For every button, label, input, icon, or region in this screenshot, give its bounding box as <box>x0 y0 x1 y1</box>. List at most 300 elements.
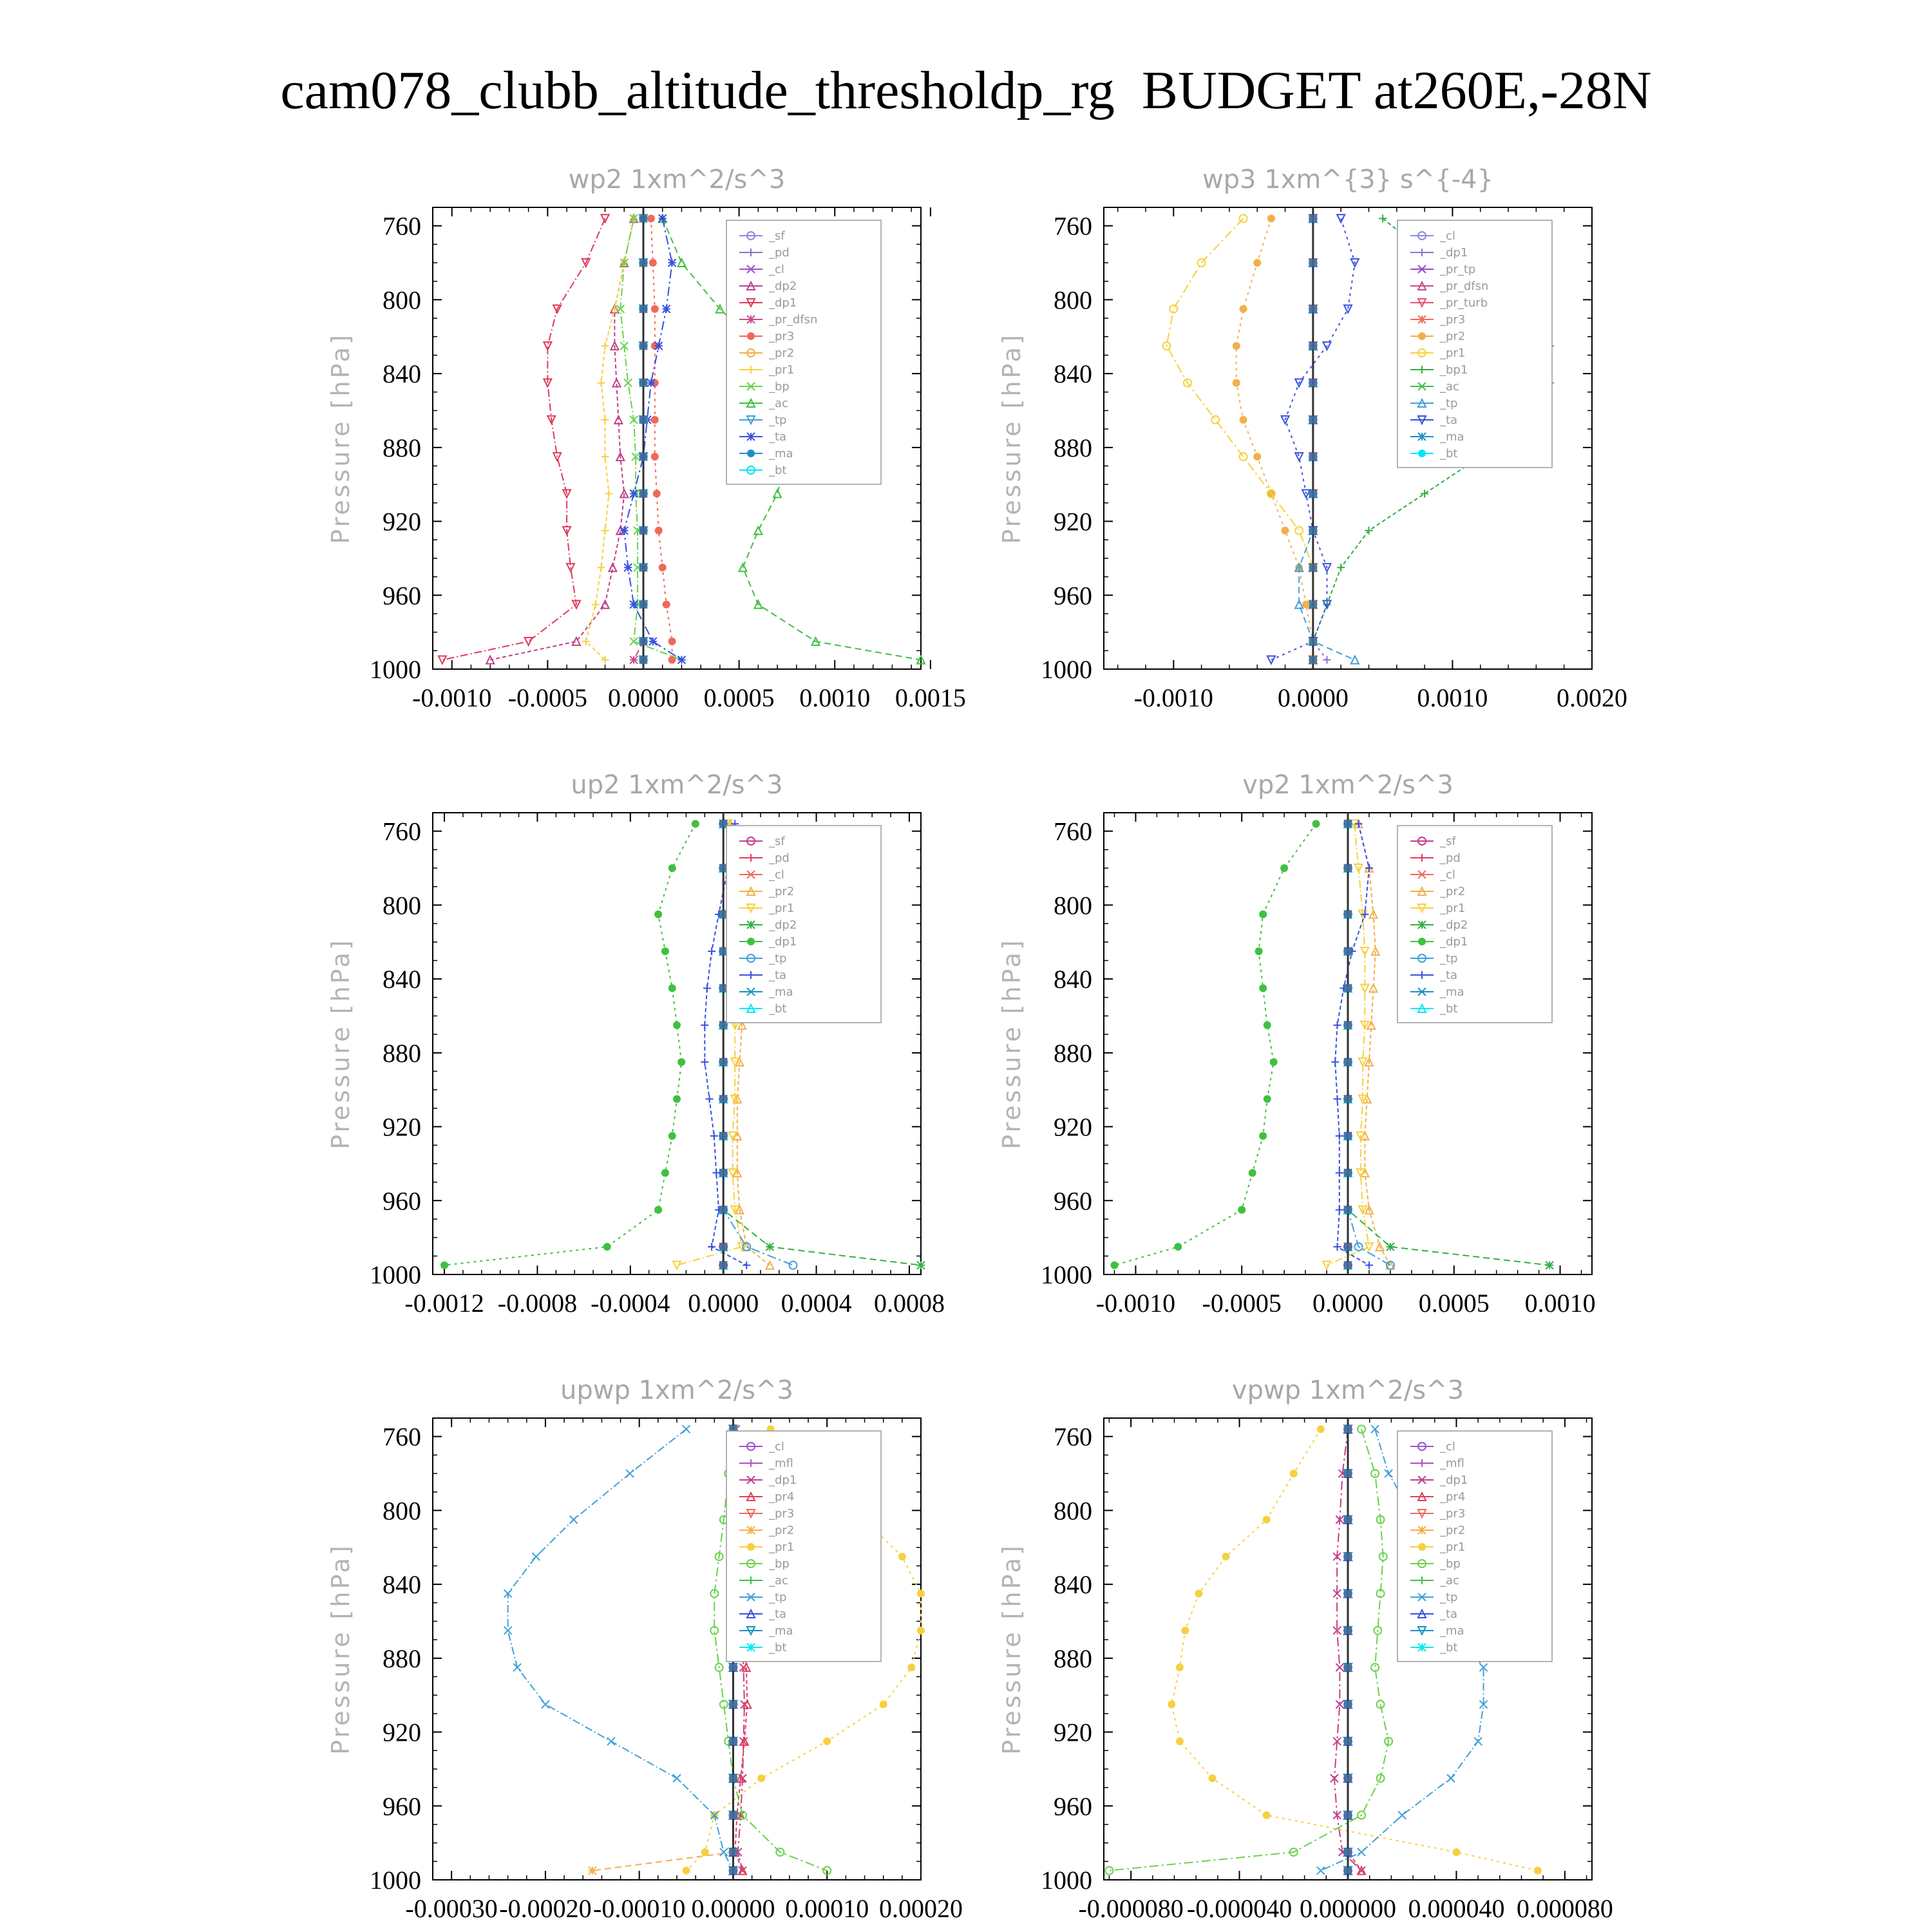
x-tick-label: -0.00030 <box>405 1894 498 1923</box>
data-point <box>701 1058 708 1066</box>
bt-marker <box>639 379 647 386</box>
data-point <box>1387 1243 1394 1251</box>
series-ta <box>620 214 685 663</box>
data-point <box>898 1553 906 1560</box>
data-point <box>1295 527 1303 535</box>
data-point <box>1421 490 1428 498</box>
y-tick-label: 960 <box>383 1186 421 1216</box>
data-point <box>653 490 661 498</box>
bt-marker <box>719 1095 727 1103</box>
bt-marker <box>1309 214 1317 222</box>
data-point <box>651 305 659 313</box>
data-point <box>659 564 667 571</box>
y-axis-label: Pressure [hPa] <box>327 938 355 1150</box>
legend-entry: _dp2 <box>1440 918 1468 932</box>
x-tick-label: 0.000040 <box>1408 1894 1505 1923</box>
bt-marker <box>639 305 647 313</box>
bt-marker <box>1344 1738 1352 1745</box>
data-point <box>601 527 609 535</box>
bt-marker <box>1344 1058 1352 1066</box>
y-axis-label: Pressure [hPa] <box>998 938 1026 1150</box>
data-point <box>1253 453 1261 460</box>
legend-entry: _pr1 <box>769 1540 795 1554</box>
legend-entry: _sf <box>769 229 785 243</box>
data-point <box>626 1470 634 1477</box>
data-point <box>1447 1774 1455 1782</box>
bt-marker <box>639 490 647 498</box>
y-tick-label: 760 <box>383 817 421 846</box>
data-point <box>1385 1470 1392 1477</box>
legend <box>726 1431 881 1662</box>
data-point <box>701 1848 709 1856</box>
legend-entry: _ac <box>769 1574 788 1587</box>
x-tick-label: 0.0000 <box>1312 1289 1383 1318</box>
series-dp1 <box>440 820 699 1269</box>
y-tick-label: 1000 <box>370 1260 421 1289</box>
x-tick-label: -0.000080 <box>1078 1894 1184 1923</box>
legend-entry: _ta <box>769 969 787 982</box>
data-point <box>630 638 638 645</box>
series-pr1 <box>582 214 638 663</box>
series-line <box>592 1429 734 1870</box>
data-point <box>649 638 657 645</box>
bt-marker <box>1344 1553 1352 1560</box>
y-tick-label: 840 <box>1054 965 1092 994</box>
legend-marker <box>747 938 755 945</box>
data-point <box>677 1058 685 1066</box>
y-tick-label: 840 <box>1054 359 1092 389</box>
bt-marker <box>1344 1169 1352 1177</box>
x-tick-label: 0.0010 <box>1524 1289 1596 1318</box>
data-point <box>1240 453 1247 460</box>
legend-entry: _cl <box>769 263 784 276</box>
series-line <box>1358 824 1390 1265</box>
legend-entry: _pr3 <box>1440 313 1466 327</box>
x-tick-label: 0.0005 <box>1418 1289 1490 1318</box>
data-point <box>1334 1243 1341 1251</box>
data-point <box>701 1021 708 1029</box>
chart-title: upwp 1xm^2/s^3 <box>560 1376 793 1405</box>
data-point <box>754 527 762 535</box>
data-point <box>1259 984 1267 992</box>
legend-entry: _pr4 <box>769 1490 795 1504</box>
legend-entry: _pd <box>769 246 790 260</box>
x-tick-label: -0.0008 <box>497 1289 578 1318</box>
legend-entry: _pr2 <box>1440 330 1466 343</box>
data-point <box>654 911 662 918</box>
data-point <box>651 453 659 460</box>
bt-marker <box>1344 1021 1352 1029</box>
bt-marker <box>1309 490 1317 498</box>
bt-marker <box>1309 379 1317 386</box>
series-pr2 <box>1233 214 1317 663</box>
y-tick-label: 880 <box>383 433 421 462</box>
data-point <box>624 564 632 571</box>
series-tp <box>504 1425 737 1874</box>
data-point <box>601 453 609 460</box>
chart-title: wp2 1xm^2/s^3 <box>568 165 786 194</box>
legend-entry: _dp1 <box>769 296 797 310</box>
data-point <box>630 490 638 498</box>
legend <box>726 826 881 1023</box>
x-tick-label: 0.0000 <box>607 683 679 712</box>
legend-entry: _ta <box>1440 1607 1458 1621</box>
series-dp1 <box>439 214 609 663</box>
data-point <box>708 947 715 955</box>
data-point <box>668 984 676 992</box>
data-point <box>603 1243 611 1251</box>
x-tick-label: 0.000000 <box>1300 1894 1396 1923</box>
series-line <box>1109 1429 1388 1870</box>
series-bp <box>1105 1425 1392 1874</box>
y-tick-label: 960 <box>383 581 421 611</box>
bt-marker <box>719 1206 727 1214</box>
legend-marker <box>1418 1643 1426 1651</box>
data-point <box>544 342 551 350</box>
bt-marker <box>1344 1243 1352 1251</box>
data-point <box>1208 1774 1216 1782</box>
data-point <box>773 490 781 498</box>
legend-entry: _tp <box>1440 1591 1458 1604</box>
data-point <box>655 527 663 535</box>
data-point <box>668 864 676 872</box>
bt-marker <box>1344 984 1352 992</box>
data-point <box>440 1262 448 1269</box>
legend-entry: _dp1 <box>1440 1473 1468 1487</box>
legend-entry: _pr3 <box>769 330 795 343</box>
bt-marker <box>639 342 647 350</box>
y-tick-label: 1000 <box>1041 655 1092 684</box>
legend-entry: _pr4 <box>1440 1490 1466 1504</box>
legend-marker <box>1418 332 1426 340</box>
x-tick-label: 0.00020 <box>879 1894 963 1923</box>
legend-entry: _pd <box>769 851 790 865</box>
x-tick-label: 0.0000 <box>1277 683 1349 712</box>
data-point <box>439 656 446 664</box>
x-tick-label: -0.000040 <box>1186 1894 1293 1923</box>
legend-entry: _ma <box>1440 985 1464 999</box>
y-axis-label: Pressure [hPa] <box>998 1543 1026 1755</box>
legend-entry: _pr2 <box>769 1524 795 1537</box>
data-point <box>647 379 655 386</box>
legend-entry: _ac <box>1440 380 1459 393</box>
legend-entry: _pr3 <box>1440 1507 1466 1520</box>
legend <box>1397 220 1552 468</box>
series-line <box>651 218 672 659</box>
series-line <box>1236 218 1313 659</box>
legend-entry: _dp2 <box>769 918 797 932</box>
legend <box>1397 826 1552 1023</box>
x-tick-label: 0.0015 <box>895 683 966 712</box>
legend <box>1397 1431 1552 1662</box>
y-axis-label: Pressure [hPa] <box>998 332 1026 544</box>
y-tick-label: 880 <box>1054 1038 1092 1068</box>
chart-title: up2 1xm^2/s^3 <box>571 770 783 800</box>
bt-marker <box>719 1243 727 1251</box>
legend-marker <box>747 1543 755 1551</box>
y-tick-label: 920 <box>1054 1112 1092 1142</box>
bt-marker <box>1309 416 1317 424</box>
x-tick-label: 0.0004 <box>781 1289 852 1318</box>
data-point <box>1295 601 1303 609</box>
legend-entry: _bt <box>769 1641 787 1654</box>
data-point <box>1211 416 1219 424</box>
chart-panel-5 <box>327 1376 963 1923</box>
y-tick-label: 960 <box>1054 1186 1092 1216</box>
data-point <box>1312 820 1320 828</box>
x-tick-label: 0.0010 <box>1417 683 1488 712</box>
data-point <box>661 947 669 955</box>
y-tick-label: 960 <box>1054 1792 1092 1821</box>
data-point <box>1181 1627 1189 1634</box>
x-tick-label: -0.0010 <box>412 683 492 712</box>
data-point <box>668 638 676 645</box>
legend-entry: _cl <box>769 1440 784 1454</box>
data-point <box>1351 656 1359 664</box>
page-title: cam078_clubb_altitude_thresholdp_rg BUDGET at260E,-28N <box>280 61 1652 120</box>
y-tick-label: 840 <box>383 359 421 389</box>
x-tick-label: 0.0010 <box>799 683 871 712</box>
chart-title: wp3 1xm^{3} s^{-4} <box>1202 165 1494 194</box>
series-ta <box>1331 820 1373 1269</box>
data-point <box>1263 1812 1271 1819</box>
bt-marker <box>1344 1867 1352 1875</box>
data-point <box>1176 1663 1184 1671</box>
y-tick-label: 760 <box>1054 1422 1092 1452</box>
data-point <box>654 1206 662 1214</box>
series-line <box>508 1429 734 1870</box>
data-point <box>1334 1021 1341 1029</box>
legend-entry: _ta <box>1440 969 1458 982</box>
bt-marker <box>1344 1516 1352 1524</box>
legend-marker <box>747 1643 755 1651</box>
bt-marker <box>1309 342 1317 350</box>
data-point <box>592 601 600 609</box>
x-tick-label: 0.0000 <box>688 1289 759 1318</box>
data-point <box>513 1663 521 1671</box>
legend-entry: _ac <box>1440 1574 1459 1587</box>
bt-marker <box>639 259 647 267</box>
bt-marker <box>729 1663 737 1671</box>
data-point <box>1336 1663 1343 1671</box>
legend-box <box>1397 220 1552 468</box>
x-tick-label: -0.0004 <box>591 1289 670 1318</box>
legend-entry: _pr1 <box>1440 1540 1466 1554</box>
legend-marker <box>1418 316 1426 323</box>
legend-entry: _bp1 <box>1440 363 1468 377</box>
bt-marker <box>1344 1095 1352 1103</box>
data-point <box>1317 1867 1325 1875</box>
y-tick-label: 840 <box>1054 1570 1092 1600</box>
legend-marker <box>1418 1543 1426 1551</box>
data-point <box>1105 1867 1113 1875</box>
y-tick-label: 840 <box>383 1570 421 1600</box>
data-point <box>1174 1243 1182 1251</box>
data-point <box>1331 1058 1339 1066</box>
data-point <box>504 1627 512 1634</box>
legend-entry: _ta <box>769 430 787 444</box>
legend-marker <box>1418 433 1426 440</box>
series-line <box>1348 824 1390 1265</box>
legend-entry: _pr1 <box>1440 346 1466 360</box>
legend-entry: _tp <box>769 413 787 427</box>
data-point <box>1371 1470 1379 1477</box>
data-point <box>589 1867 596 1875</box>
y-tick-label: 920 <box>1054 507 1092 536</box>
legend-entry: _ta <box>1440 413 1458 427</box>
bt-marker <box>1309 638 1317 645</box>
data-point <box>683 1867 690 1875</box>
data-point <box>1233 342 1240 350</box>
data-point <box>1365 527 1372 535</box>
data-point <box>673 1095 681 1103</box>
legend-entry: _dp2 <box>769 279 797 293</box>
data-point <box>917 1627 925 1634</box>
legend-entry: _dp1 <box>1440 246 1468 260</box>
bt-marker <box>729 1812 737 1819</box>
legend-entry: _pr2 <box>1440 1524 1466 1537</box>
series-pr1 <box>1162 214 1316 663</box>
data-point <box>743 1262 750 1269</box>
data-point <box>1534 1867 1542 1875</box>
legend-entry: _ma <box>1440 430 1464 444</box>
y-tick-label: 760 <box>383 211 421 241</box>
data-point <box>1255 947 1263 955</box>
data-point <box>532 1553 540 1560</box>
data-point <box>598 564 605 571</box>
legend-entry: _cl <box>1440 229 1455 243</box>
data-point <box>917 1262 925 1269</box>
data-point <box>659 214 667 222</box>
series-line <box>624 218 681 659</box>
y-tick-label: 760 <box>1054 817 1092 846</box>
chart-panel-3 <box>327 770 945 1318</box>
legend-entry: _bp <box>769 1557 790 1571</box>
data-point <box>1336 1169 1343 1177</box>
bt-marker <box>1344 1812 1352 1819</box>
legend-entry: _bt <box>1440 447 1458 460</box>
data-point <box>668 1132 676 1140</box>
data-point <box>649 259 657 267</box>
data-point <box>1195 1589 1202 1597</box>
bt-marker <box>729 1774 737 1782</box>
bt-marker <box>1309 564 1317 571</box>
legend-entry: _cl <box>1440 1440 1455 1454</box>
x-tick-label: -0.0010 <box>1133 683 1213 712</box>
bt-marker <box>1344 911 1352 918</box>
y-tick-label: 960 <box>1054 581 1092 611</box>
legend-entry: _bt <box>769 464 787 477</box>
legend-entry: _tp <box>769 952 787 965</box>
data-point <box>1263 1516 1271 1524</box>
data-point <box>1176 1738 1184 1745</box>
series-bp <box>616 214 685 663</box>
y-tick-label: 800 <box>383 891 421 920</box>
x-tick-label: -0.00010 <box>593 1894 686 1923</box>
data-point <box>607 1738 615 1745</box>
data-point <box>620 527 628 535</box>
data-point <box>570 1516 578 1524</box>
x-tick-label: -0.0005 <box>1202 1289 1282 1318</box>
bt-marker <box>639 416 647 424</box>
y-tick-label: 920 <box>383 507 421 536</box>
series-line <box>586 218 634 659</box>
y-tick-label: 920 <box>383 1718 421 1747</box>
x-tick-label: 0.00000 <box>691 1894 775 1923</box>
bt-marker <box>639 564 647 571</box>
legend-entry: _bt <box>1440 1002 1458 1016</box>
data-point <box>1240 305 1247 313</box>
data-point <box>1168 1701 1175 1709</box>
data-point <box>1358 1848 1365 1856</box>
series-pr3 <box>647 214 676 663</box>
bt-marker <box>639 638 647 645</box>
legend-entry: _ac <box>769 397 788 410</box>
legend-entry: _dp1 <box>769 935 797 949</box>
x-tick-label: -0.0010 <box>1095 1289 1176 1318</box>
series-tp <box>1344 820 1394 1269</box>
legend-entry: _pr2 <box>1440 885 1466 898</box>
x-tick-label: -0.0012 <box>404 1289 484 1318</box>
data-point <box>683 1425 690 1433</box>
y-axis-label: Pressure [hPa] <box>327 332 355 544</box>
legend-entry: _ma <box>1440 1624 1464 1638</box>
legend-entry: _bp <box>769 380 790 393</box>
data-point <box>1233 379 1240 386</box>
bt-marker <box>1309 259 1317 267</box>
legend-entry: _mfl <box>769 1457 793 1470</box>
data-point <box>1336 1132 1343 1140</box>
y-tick-label: 800 <box>1054 285 1092 315</box>
data-point <box>542 1701 549 1709</box>
legend-entry: _tp <box>769 1591 787 1604</box>
legend-entry: _pr_dfsn <box>1440 279 1489 293</box>
bt-marker <box>729 1867 737 1875</box>
legend-marker <box>747 1526 755 1534</box>
legend-entry: _pr_dfsn <box>769 313 818 327</box>
data-point <box>703 984 711 992</box>
data-point <box>605 490 612 498</box>
bt-marker <box>1344 1589 1352 1597</box>
legend-entry: _pr3 <box>769 1507 795 1520</box>
data-point <box>1365 1262 1373 1269</box>
bt-marker <box>1344 1262 1352 1269</box>
bt-marker <box>639 527 647 535</box>
data-point <box>712 1169 720 1177</box>
chart-panel-6 <box>998 1376 1613 1923</box>
legend-entry: _bt <box>769 1002 787 1016</box>
chart-panel-1 <box>327 165 966 712</box>
x-tick-label: 0.000080 <box>1516 1894 1613 1923</box>
y-tick-label: 880 <box>1054 1643 1092 1673</box>
bt-marker <box>1344 1663 1352 1671</box>
bt-marker <box>1344 1701 1352 1709</box>
data-point <box>1336 1206 1343 1214</box>
data-point <box>1323 656 1331 664</box>
chart-title: vpwp 1xm^2/s^3 <box>1231 1376 1464 1405</box>
bt-marker <box>1344 1470 1352 1477</box>
chart-title: vp2 1xm^2/s^3 <box>1242 770 1454 800</box>
bt-marker <box>1344 947 1352 955</box>
legend-entry: _cl <box>769 868 784 882</box>
data-point <box>1110 1262 1118 1269</box>
series-line <box>1313 218 1327 659</box>
data-point <box>1474 1738 1482 1745</box>
data-point <box>673 1774 681 1782</box>
series-line <box>444 824 696 1265</box>
data-point <box>1222 1553 1230 1560</box>
data-point <box>673 1021 681 1029</box>
